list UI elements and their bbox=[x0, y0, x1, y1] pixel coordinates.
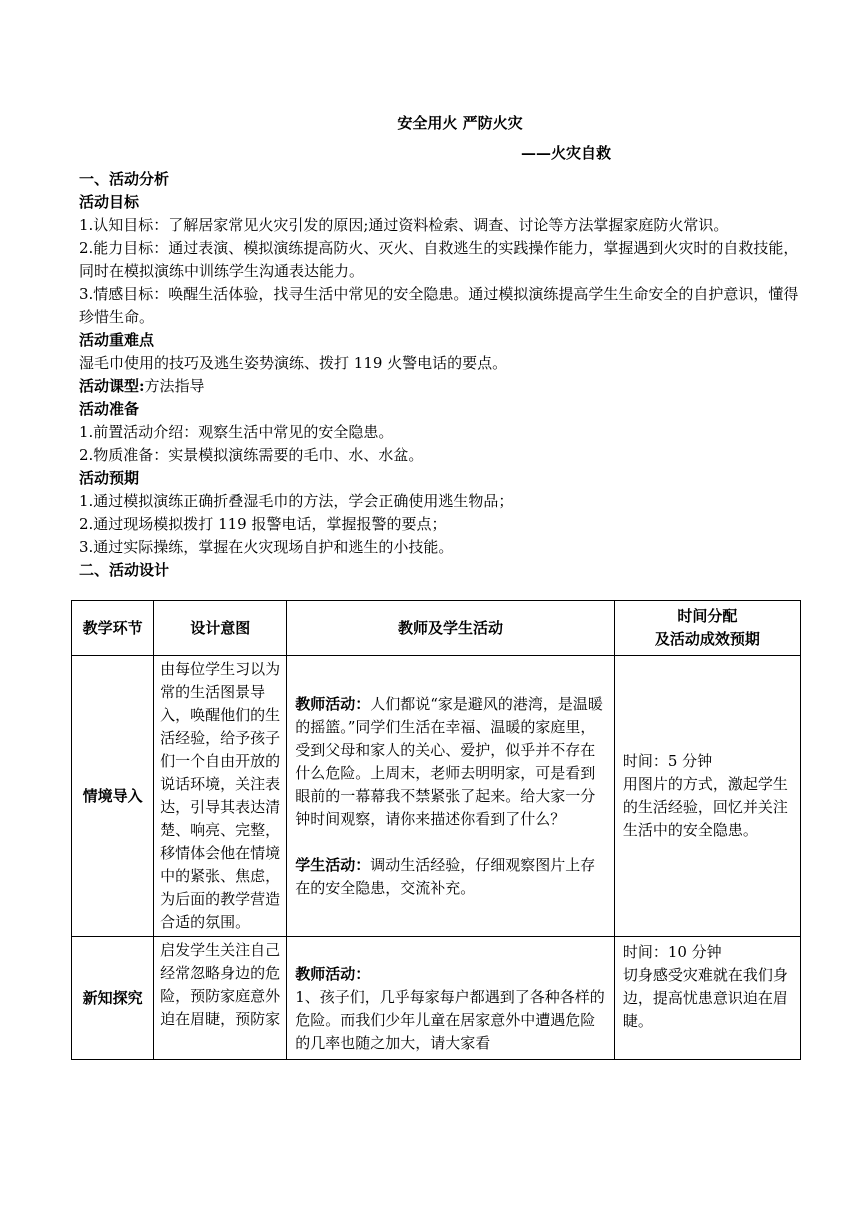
teacher-label: 教师活动： bbox=[295, 694, 371, 713]
goal-item: 3.情感目标：唤醒生活体验，找寻生活中常见的安全隐患。通过模拟演练提高学生生命安全的自护意识，懂得珍惜生命。 bbox=[79, 285, 799, 326]
section-activity-design: 二、活动设计 bbox=[79, 561, 170, 579]
lesson-type bbox=[79, 375, 801, 398]
expect-item: 1.通过模拟演练正确折叠湿毛巾的方法，学会正确使用逃生物品； bbox=[79, 492, 514, 510]
stage-cell: 情境导入 bbox=[72, 656, 154, 937]
type-heading: 活动课型: bbox=[79, 377, 145, 395]
time-cell bbox=[614, 937, 800, 1060]
doc-title: 安全用火 严防火灾 bbox=[397, 114, 523, 132]
effect-text: 切身感受灾难就在我们身边，提高忧患意识迫在眉睫。 bbox=[622, 966, 788, 1030]
teacher-text: 1、孩子们，几乎每家每户都遇到了各种各样的危险。而我们少年儿童在居家意外中遭遇危险的几率也随之加大，请大家看 bbox=[295, 988, 605, 1052]
time-value: 时间：10 分钟 bbox=[622, 943, 722, 961]
teacher-activity bbox=[295, 693, 606, 831]
table-row bbox=[72, 656, 801, 937]
effect-text: 用图片的方式，激起学生的生活经验，回忆并关注生活中的安全隐患。 bbox=[622, 775, 788, 839]
doc-subtitle: ——火灾自救 bbox=[520, 144, 611, 162]
document-body bbox=[79, 108, 801, 582]
stage-cell: 新知探究 bbox=[72, 937, 154, 1060]
expect-item: 2.通过现场模拟拨打 119 报警电话，掌握报警的要点； bbox=[79, 515, 447, 533]
activity-cell bbox=[287, 937, 615, 1060]
prep-item: 2.物质准备：实景模拟演练需要的毛巾、水、水盆。 bbox=[79, 446, 424, 464]
expect-item: 3.通过实际操练，掌握在火灾现场自护和逃生的小技能。 bbox=[79, 538, 454, 556]
prep-heading: 活动准备 bbox=[79, 400, 140, 418]
goal-item: 2.能力目标：通过表演、模拟演练提高防火、灭火、自救逃生的实践操作能力，掌握遇到火灾时的自救技能，同时在模拟演练中训练学生沟通表达能力。 bbox=[79, 239, 799, 280]
table-header-row bbox=[72, 601, 801, 656]
header-stage: 教学环节 bbox=[72, 601, 154, 656]
activity-design-table bbox=[71, 600, 801, 1060]
header-activities: 教师及学生活动 bbox=[287, 601, 615, 656]
header-time: 时间分配 及活动成效预期 bbox=[614, 601, 800, 656]
student-label: 学生活动： bbox=[295, 855, 371, 874]
intent-cell: 启发学生关注自己经常忽略身边的危险，预防家庭意外迫在眉睫，预防家 bbox=[154, 937, 287, 1060]
student-activity bbox=[295, 854, 606, 900]
student-text: 调动生活经验，仔细观察图片上存在的安全隐患，交流补充。 bbox=[295, 855, 596, 897]
header-intent: 设计意图 bbox=[154, 601, 287, 656]
time-value: 时间：5 分钟 bbox=[622, 752, 713, 770]
key-heading: 活动重难点 bbox=[79, 331, 155, 349]
teacher-label: 教师活动： bbox=[295, 965, 371, 983]
goal-heading: 活动目标 bbox=[79, 193, 140, 211]
key-text: 湿毛巾使用的技巧及逃生姿势演练、拨打 119 火警电话的要点。 bbox=[79, 354, 508, 372]
activity-cell bbox=[287, 656, 615, 937]
type-text: 方法指导 bbox=[144, 377, 205, 395]
expect-heading: 活动预期 bbox=[79, 469, 140, 487]
goal-item: 1.认知目标：了解居家常见火灾引发的原因;通过资料检索、调查、讨论等方法掌握家庭防火常识。 bbox=[79, 216, 729, 234]
section-activity-analysis: 一、活动分析 bbox=[79, 170, 170, 188]
intent-cell: 由每位学生习以为常的生活图景导入，唤醒他们的生活经验，给予孩子们一个自由开放的说话环境，关注表达，引导其表达清楚、响亮、完整，移情体会他在情境中的紧张、焦虑，为后面的教学营造合适的氛围。 bbox=[154, 656, 287, 937]
time-cell bbox=[614, 656, 800, 937]
teacher-text: 人们都说“家是避风的港湾，是温暖的摇篮。”同学们生活在幸福、温暖的家庭里，受到父母和家人的关心、爱护，似乎并不存在什么危险。上周末，老师去明明家，可是看到眼前的一幕幕我不禁紧张了起来。给大家一分钟时间观察，请你来描述你看到了什么？ bbox=[295, 694, 603, 828]
table-row bbox=[72, 937, 801, 1060]
prep-item: 1.前置活动介绍：观察生活中常见的安全隐患。 bbox=[79, 423, 394, 441]
